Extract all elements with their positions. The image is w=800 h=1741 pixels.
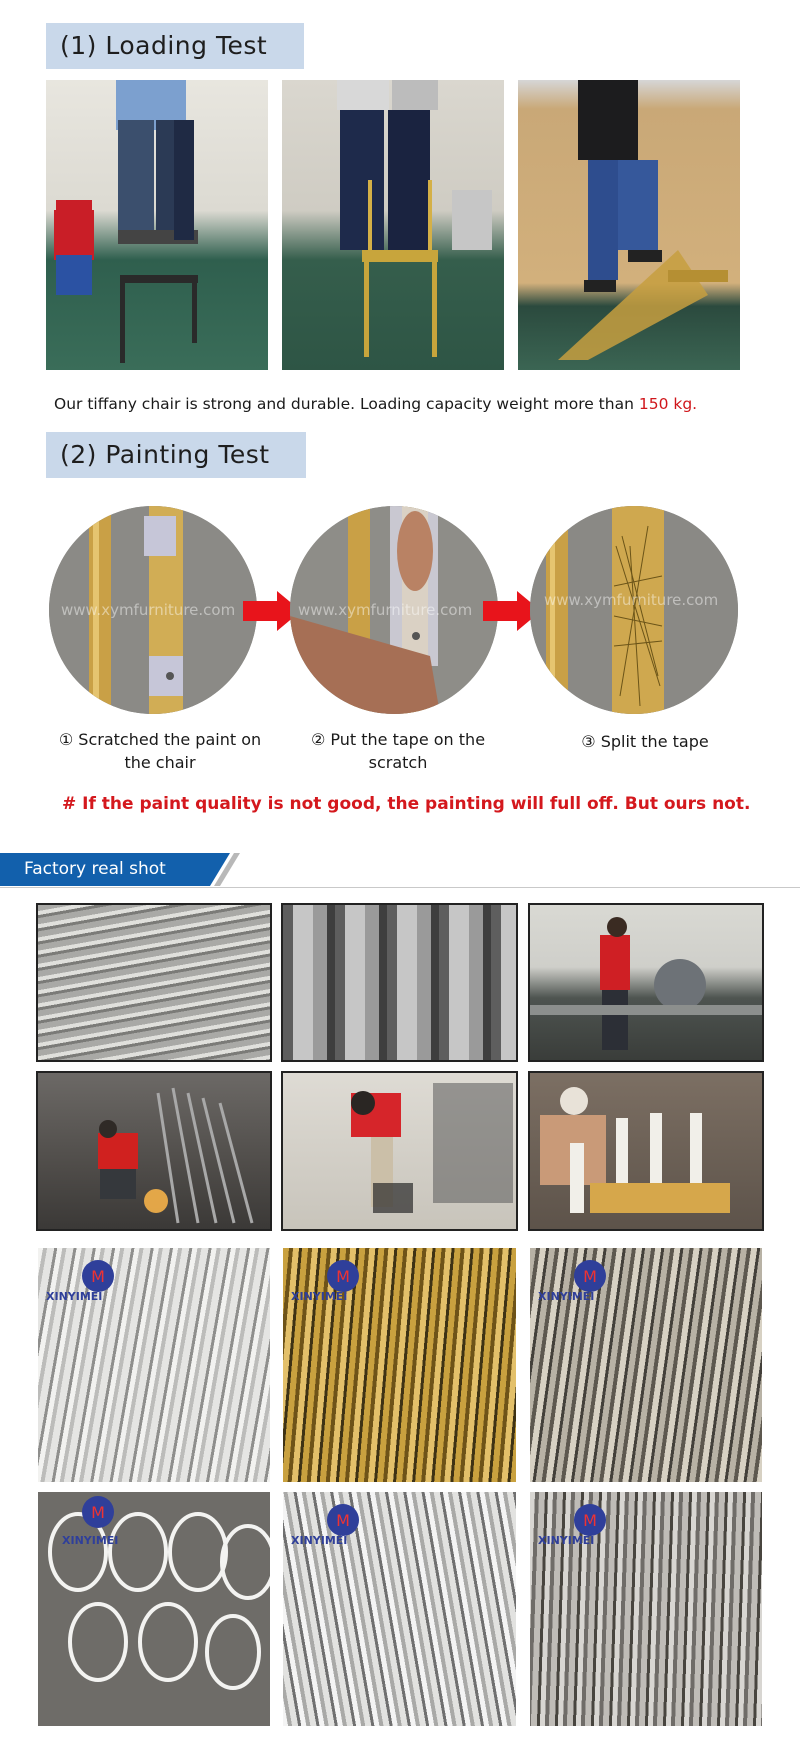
stock-photo-white-tiffany [36, 1246, 272, 1484]
logo-text: XINYIMEI [538, 1290, 595, 1303]
loading-caption [54, 395, 697, 413]
step-3-label: ③ Split the tape [581, 732, 709, 751]
cutting-worker-figure [530, 905, 764, 1062]
round-back-chairs-figure [38, 1492, 272, 1728]
ribbon-tail [190, 853, 240, 886]
factory-photo-cutting-machine [528, 903, 764, 1062]
stock-photo-gray-chiavari [528, 1490, 764, 1728]
factory-photo-wrapping [528, 1071, 764, 1231]
svg-text:M: M [583, 1267, 597, 1286]
painting-circle-3 [530, 506, 738, 714]
welding-worker-figure [38, 1073, 272, 1231]
painting-circle-2 [290, 506, 498, 714]
factory-photo-welding [36, 1071, 272, 1231]
loading-photo-3 [518, 80, 740, 370]
logo-text: XINYIMEI [538, 1534, 595, 1547]
loading-caption-text: Our tiffany chair is strong and durable. Loading capacity weight more than [54, 395, 639, 413]
factory-photo-grinding [281, 1071, 518, 1231]
stock-photo-silver-tiffany [528, 1246, 764, 1484]
svg-text:M: M [91, 1503, 105, 1522]
watermark-3: www.xymfurniture.com [544, 591, 719, 609]
factory-photo-bent-frames [281, 903, 518, 1062]
grinding-worker-figure [283, 1073, 518, 1231]
loading-photo-1 [46, 80, 268, 370]
paint-quality-warning: # If the paint quality is not good, the painting will full off. But ours not. [62, 794, 751, 814]
loading-photo-2-figure [282, 80, 504, 370]
svg-text:M: M [336, 1511, 350, 1530]
step-2-label: ② Put the tape on the scratch [310, 730, 486, 772]
loading-test-title: (1) Loading Test [46, 23, 304, 69]
stock-photo-gold-tiffany [281, 1246, 518, 1484]
loading-capacity-value: 150 kg. [638, 395, 698, 413]
painting-circle-1 [49, 506, 257, 714]
svg-text:M: M [336, 1267, 350, 1286]
loading-photo-1-figure [46, 80, 268, 370]
svg-text:M: M [583, 1511, 597, 1530]
loading-photo-3-figure [518, 80, 740, 370]
watermark-2: www.xymfurniture.com [298, 601, 473, 619]
step-1-label: ① Scratched the paint on the chair [58, 730, 262, 772]
wrapping-worker-figure [530, 1073, 764, 1231]
watermark-1: www.xymfurniture.com [61, 601, 236, 619]
factory-divider [0, 887, 800, 888]
stock-photo-white-chiavari [281, 1490, 518, 1728]
logo-text: XINYIMEI [46, 1290, 103, 1303]
loading-photo-2 [282, 80, 504, 370]
logo-text: XINYIMEI [291, 1534, 348, 1547]
factory-photo-tubes [36, 903, 272, 1062]
stock-photo-white-round-back [36, 1490, 272, 1728]
painting-test-title: (2) Painting Test [46, 432, 306, 478]
logo-text: XINYIMEI [291, 1290, 348, 1303]
svg-text:M: M [91, 1267, 105, 1286]
factory-section-ribbon: Factory real shot [0, 853, 210, 886]
logo-text: XINYIMEI [62, 1534, 119, 1547]
split-tape-image [530, 506, 738, 714]
